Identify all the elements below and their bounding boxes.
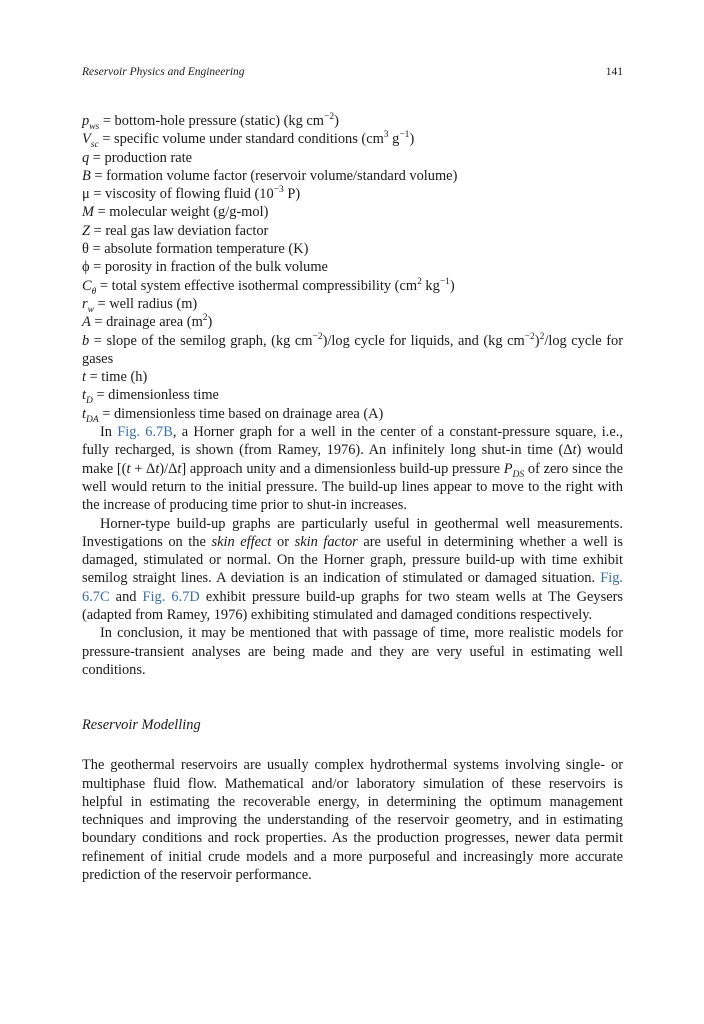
- figure-link[interactable]: Fig. 6.7C: [82, 570, 623, 605]
- paragraph: In conclusion, it may be mentioned that with passage of time, more realistic models for pressure-transient analyses are being made and they are very useful in estimating well conditions.: [82, 625, 623, 678]
- paragraph: In Fig. 6.7B, a Horner graph for a well in the center of a constant-pressure square, i.e., fully recharged, is shown (from Ramey, 1976). An infinitely long shut-in time (Δt) would make [(t + Δt)/Δt] approach unity and a dimensionless build-up pressure $P_{DS}$ of zero since the well would return to the initial pressure. The build-up lines appear to move to the right with the increase of producing time prior to shut-in increases.: [82, 424, 623, 514]
- figure-link[interactable]: Fig. 6.7B: [117, 424, 173, 441]
- definition-item: $C_\theta$ = total system effective isothermal compressibility ($cm^2$ $kg^{-1}$): [82, 276, 455, 297]
- definition-item: $V_{sc}$ = specific volume under standard conditions ($cm^3$ $g^{-1}$): [82, 130, 415, 151]
- definition-item: q = production rate: [82, 149, 193, 166]
- definition-item: $r_w$ = well radius (m): [82, 295, 198, 315]
- definition-item: A = drainage area $(m^2)$: [82, 313, 213, 331]
- body-paragraphs: [82, 423, 623, 679]
- page: [82, 66, 623, 884]
- definition-item: θ = absolute formation temperature (K): [82, 241, 309, 258]
- paragraph: Horner-type build-up graphs are particularly useful in geothermal well measurements. Investigations on the skin effect or skin factor are useful in determining whether a well is damaged, stimulated or normal. On the Horner graph, pressure build-up with time exhibit semilog straight lines. A deviation is an indication of stimulated or damaged situation. Fig. 6.7C and Fig. 6.7D exhibit pressure build-up graphs for two steam wells at The Geysers (adapted from Ramey, 1976) exhibiting stimulated and damaged conditions respectively.: [82, 515, 624, 624]
- definition-item: Z = real gas law deviation factor: [82, 222, 269, 239]
- definition-item: ϕ = porosity in fraction of the bulk volume: [82, 259, 328, 276]
- section-paragraph: The geothermal reservoirs are usually complex hydrothermal systems involving single- or multiphase fluid flow. Mathematical and/or laboratory simulation of these reservoirs is helpful in estimating the recoverable energy, in determining the optimum management techniques and improving the understanding of the reservoir geometry, and in estimating boundary conditions and rock properties. As the production progresses, newer data permit refinement of initial crude models and a more purposeful and increasingly more accurate prediction of the reservoir performance.: [82, 757, 623, 883]
- definition-item: $t_{DA}$ = dimensionless time based on drainage area (A): [82, 405, 384, 425]
- definition-item: $p_{ws}$ = bottom-hole pressure (static) (kg $cm^{-2}$): [82, 112, 339, 132]
- running-header: [82, 66, 623, 84]
- running-title: Reservoir Physics and Engineering: [82, 66, 245, 78]
- definition-item: B = formation volume factor (reservoir volume/standard volume): [82, 167, 458, 184]
- definition-item: M = molecular weight (g/g-mol): [82, 204, 269, 221]
- symbol-definitions: [82, 112, 623, 423]
- definition-item: b = slope of the semilog graph, (kg $cm^{-2})/\log$ cycle for liquids, and (kg $cm^{-2})^2/\log$ cycle for gases: [82, 331, 623, 367]
- page-number: 141: [605, 66, 623, 78]
- definition-item: $t_D$ = dimensionless time: [82, 387, 219, 407]
- figure-link[interactable]: Fig. 6.7D: [142, 588, 200, 605]
- definition-item: t = time (h): [82, 369, 148, 386]
- section-heading: Reservoir Modelling: [82, 717, 201, 734]
- section-body: [82, 756, 623, 884]
- definition-item: μ = viscosity of flowing fluid ($10^{-3}$ P): [82, 185, 301, 203]
